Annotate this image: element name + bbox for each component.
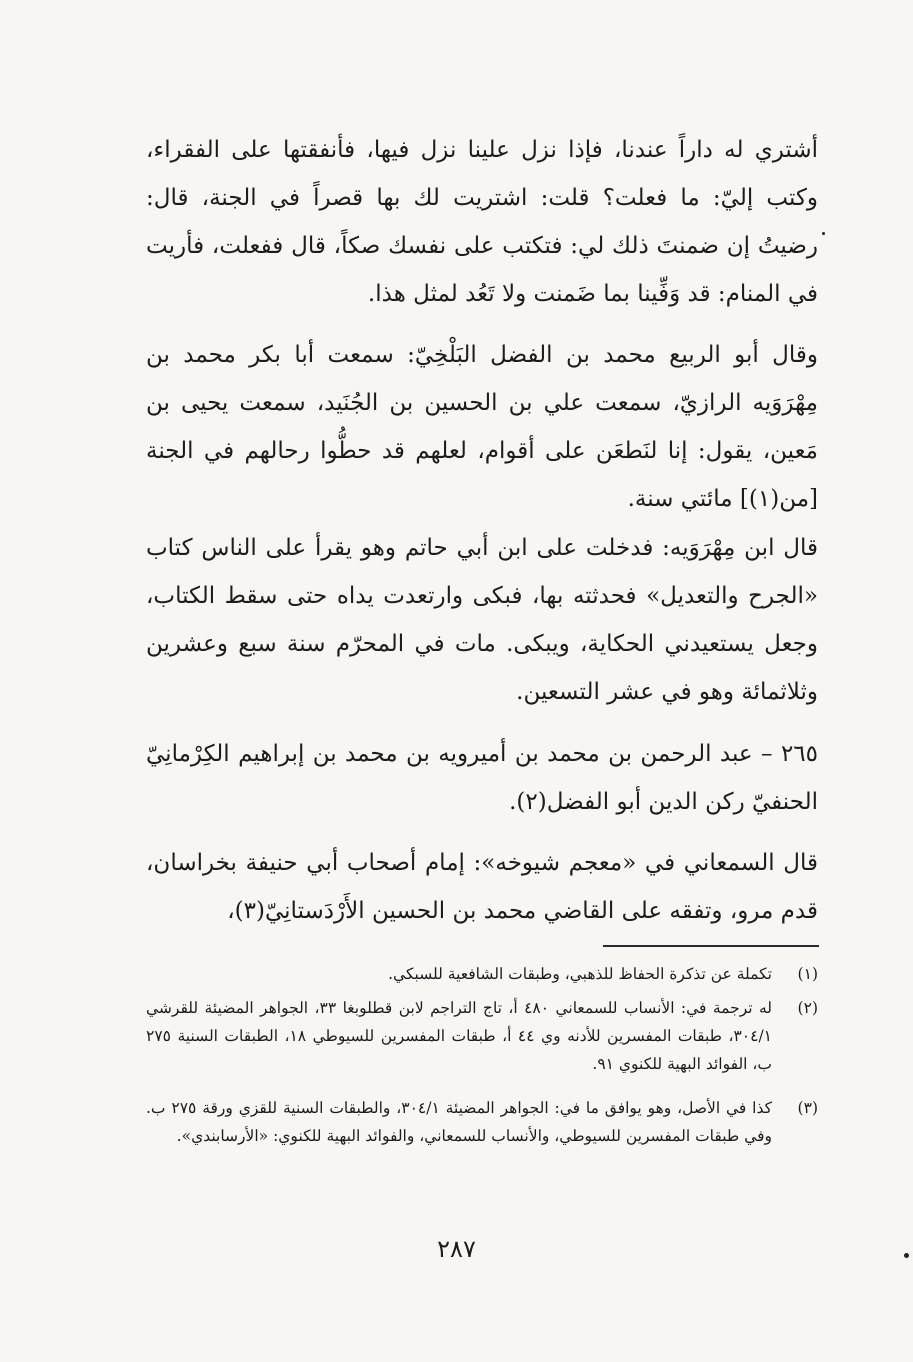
entry-heading: ٢٦٥ – عبد الرحمن بن محمد بن أميرويه بن محمد بن إبراهيم الكِرْمانِيّ الحنفيّ ركن الدين أبو الفضل(٢).: [146, 741, 818, 815]
ink-speck: [904, 1253, 909, 1258]
footnote-text: تكملة عن تذكرة الحفاظ للذهبي، وطبقات الشافعية للسبكي.: [388, 965, 772, 983]
paragraph: قال ابن مِهْرَوَيه: فدخلت على ابن أبي حاتم وهو يقرأ على الناس كتاب «الجرح والتعديل» فحدثته بها، فبكى وارتعدت يداه حتى سقط الكتاب، وجعل يستعيدني الحكاية، ويبكى. مات في المحرّم سنة سبع وعشرين وثلاثمائة وهو في عشر التسعين.: [146, 535, 818, 705]
page-number: ٢٨٧: [437, 1235, 476, 1263]
ink-speck: [822, 232, 825, 235]
footnote: [146, 994, 818, 1078]
paragraph: قال السمعاني في «معجم شيوخه»: إمام أصحاب أبي حنيفة بخراسان، قدم مرو، وتفقه على القاضي محمد بن الحسين الأَرْدَستانِيّ(٣)،: [146, 850, 818, 924]
paragraph: أشتري له داراً عندنا، فإذا نزل علينا نزل فيها، فأنفقتها على الفقراء، وكتب إليّ: ما فعلت؟ قلت: اشتريت لك بها قصراً في الجنة، قال: رضيتُ إن ضمنتَ ذلك لي: فتكتب على نفسك صكاً، قال ففعلت، فأريت في المنام: قد وَفِّينا بما ضَمنت ولا تَعُد لمثل هذا.: [146, 137, 818, 307]
footnote-number: (١): [797, 965, 818, 983]
footnote-text: له ترجمة في: الأنساب للسمعاني ٤٨٠ أ، تاج التراجم لابن قطلوبغا ٣٣، الجواهر المضيئة للقرشي ٣٠٤/١، طبقات المفسرين للأدنه وي ٤٤ أ، طبقات المفسرين للسيوطي ١٨، الطبقات السنية ٢٧٥ ب، الفوائد البهية للكنوي ٩١.: [146, 999, 773, 1073]
footnote-text: كذا في الأصل، وهو يوافق ما في: الجواهر المضيئة ٣٠٤/١، والطبقات السنية للقزي ورقة ٢٧٥ ب. وفي طبقات المفسرين للسيوطي، والأنساب للسمعاني، والفوائد البهية للكنوي: «الأرسابندي».: [146, 1099, 773, 1145]
paragraph: وقال أبو الربيع محمد بن الفضل البَلْخِيّ: سمعت أبا بكر محمد بن مِهْرَوَيه الرازيّ، سمعت علي بن الحسين بن الجُنَيد، سمعت يحيى بن مَعين، يقول: إنا لنَطعَن على أقوام، لعلهم قد حطُّوا رحالهم في الجنة [من(١)] مائتي سنة.: [146, 342, 818, 512]
footnote-number: (٢): [797, 999, 818, 1017]
footnote: [146, 960, 818, 988]
footnote-divider: [603, 945, 819, 947]
footnote-number: (٣): [797, 1099, 818, 1117]
footnote: [146, 1094, 818, 1150]
